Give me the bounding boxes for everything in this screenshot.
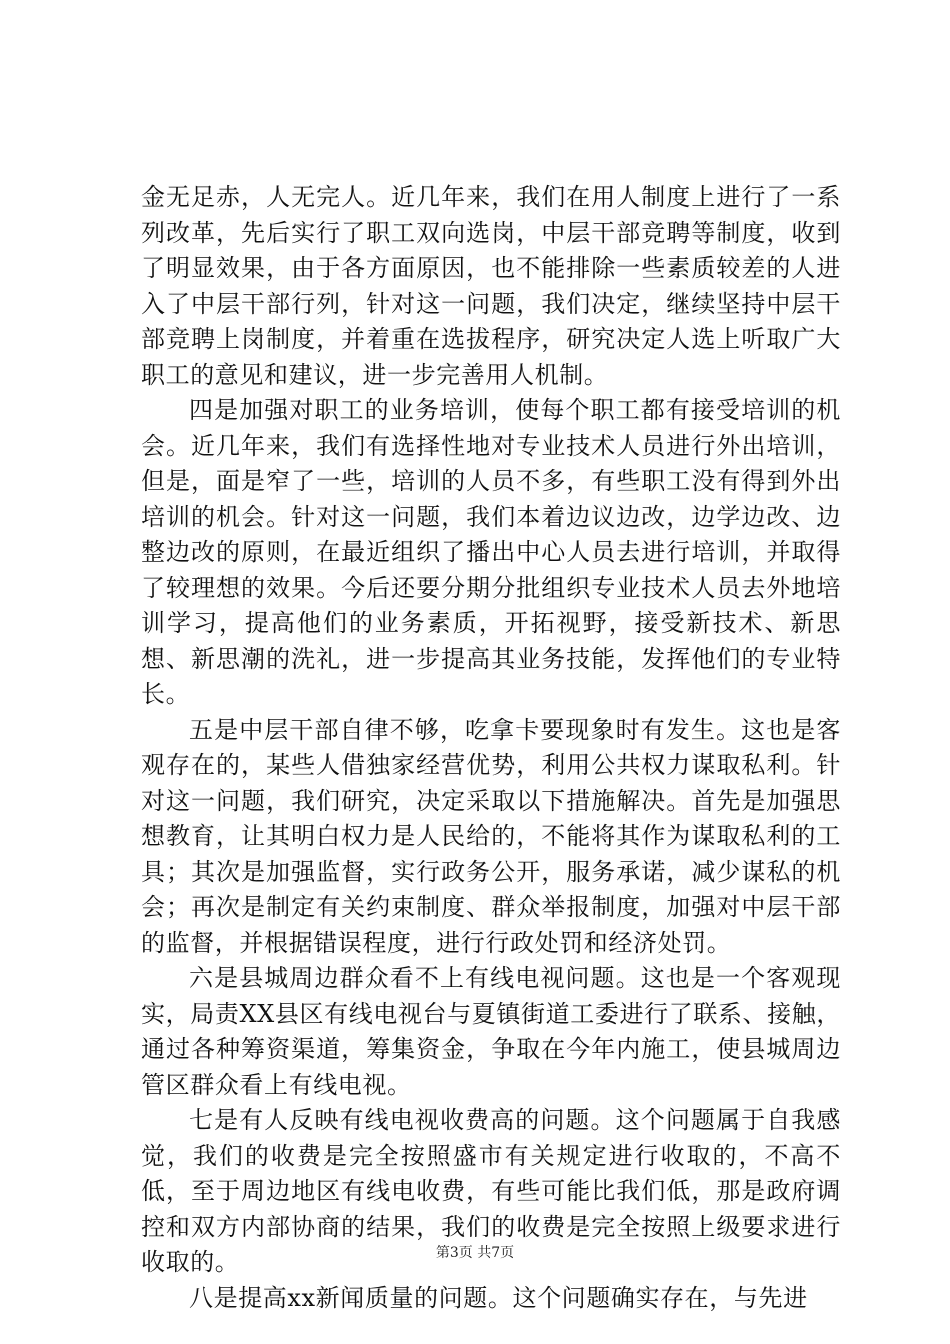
document-body xyxy=(141,180,841,1316)
paragraph-item-6: 六是县城周边群众看不上有线电视问题。这也是一个客观现实，局责XX县区有线电视台与夏镇街道工委进行了联系、接触，通过各种筹资渠道，筹集资金，争取在今年内施工，使县城周边管区群众看上有线电视。 xyxy=(141,964,841,1099)
paragraph-item-5: 五是中层干部自律不够，吃拿卡要现象时有发生。这也是客观存在的，某些人借独家经营优势，利用公共权力谋取私利。针对这一问题，我们研究，决定采取以下措施解决。首先是加强思想教育，让其明白权力是人民给的，不能将其作为谋取私利的工具；其次是加强监督，实行政务公开，服务承诺，减少谋私的机会；再次是制定有关约束制度、群众举报制度，加强对中层干部的监督，并根据错误程度，进行行政处罚和经济处罚。 xyxy=(141,715,841,957)
page-number-footer: 第3页 共7页 xyxy=(435,1245,515,1261)
paragraph-continuation: 金无足赤，人无完人。近几年来，我们在用人制度上进行了一系列改革，先后实行了职工双向选岗，中层干部竞聘等制度，收到了明显效果，由于各方面原因，也不能排除一些素质较差的人进入了中层干部行列，针对这一问题，我们决定，继续坚持中层干部竞聘上岗制度，并着重在选拔程序，研究决定人选上听取广大职工的意见和建议，进一步完善用人机制。 xyxy=(141,183,841,389)
paragraph-item-8: 八是提高xx新闻质量的问题。这个问题确实存在，与先进 xyxy=(189,1283,808,1312)
paragraph-item-7: 七是有人反映有线电视收费高的问题。这个问题属于自我感觉，我们的收费是完全按照盛市有关规定进行收取的，不高不低，至于周边地区有线电收费，有些可能比我们低，那是政府调控和双方内部协商的结果，我们的收费是完全按照上级要求进行收取的。 xyxy=(141,1106,841,1276)
paragraph-item-4: 四是加强对职工的业务培训，使每个职工都有接受培训的机会。近几年来，我们有选择性地对专业技术人员进行外出培训，但是，面是窄了一些，培训的人员不多，有些职工没有得到外出培训的机会。针对这一问题，我们本着边议边改，边学边改、边整边改的原则，在最近组织了播出中心人员去进行培训，并取得了较理想的效果。今后还要分期分批组织专业技术人员去外地培训学习，提高他们的业务素质，开拓视野，接受新技术、新思想、新思潮的洗礼，进一步提高其业务技能，发挥他们的专业特长。 xyxy=(141,396,841,708)
